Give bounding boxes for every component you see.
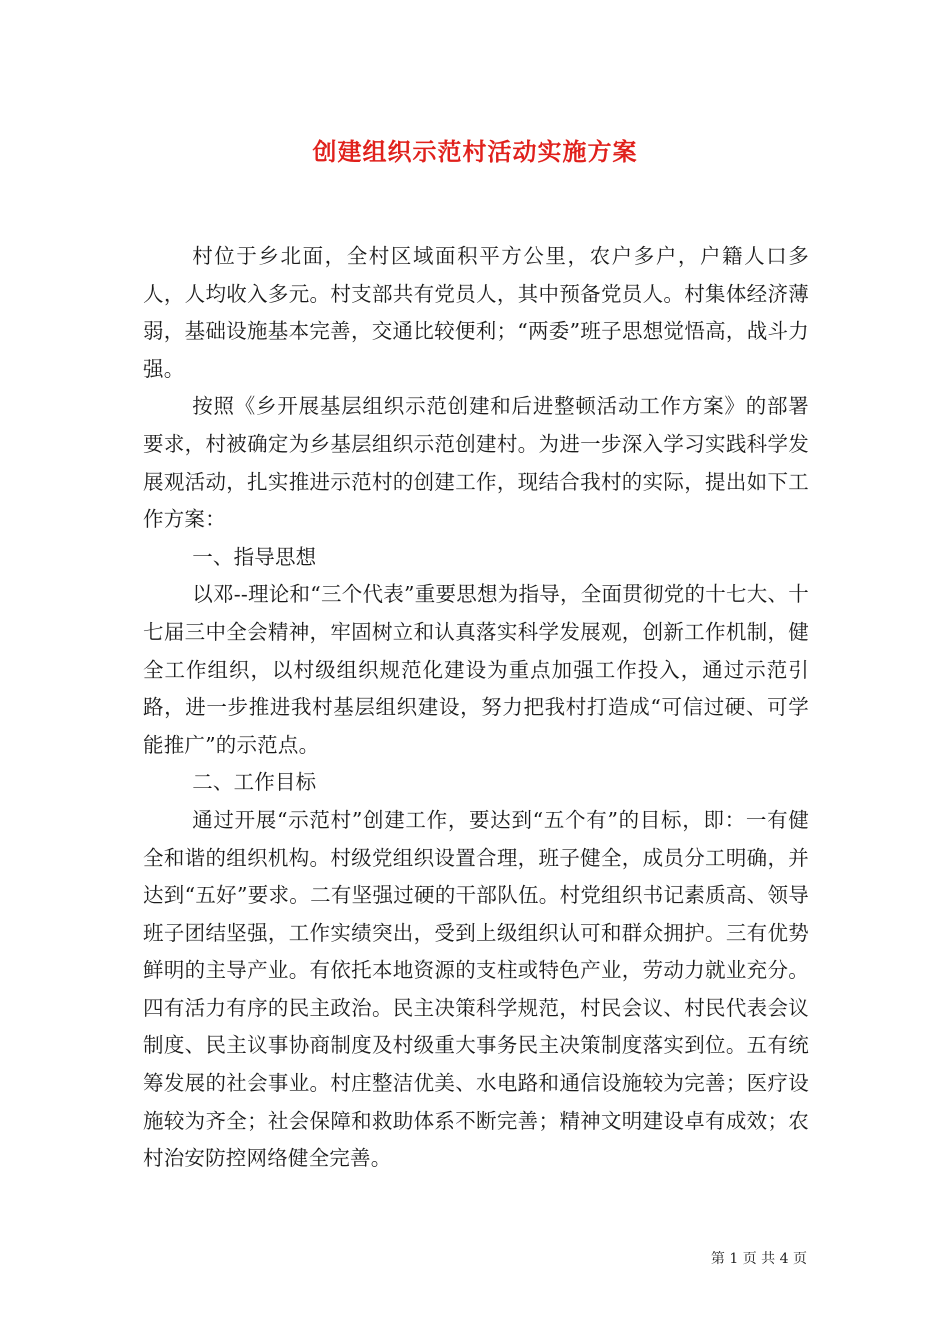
paragraph-guiding-thought: 以邓--理论和“三个代表”重要思想为指导，全面贯彻党的十七大、十七届三中全会精神，牢固树立和认真落实科学发展观，创新工作机制，健全工作组织，以村级组织规范化建设为重点加强工作投入，通过示范引路，进一步推进我村基层组织建设，努力把我村打造成“可信过硬、可学能推广”的示范点。 [143,582,809,757]
paragraph-background: 按照《乡开展基层组织示范创建和后进整顿活动工作方案》的部署要求，村被确定为乡基层组织示范创建村。为进一步深入学习实践科学发展观活动，扎实推进示范村的创建工作，现结合我村的实际，提出如下工作方案： [143,394,809,532]
paragraph-work-goals: 通过开展“示范村”创建工作，要达到“五个有”的目标，即：一有健全和谐的组织机构。村级党组织设置合理，班子健全，成员分工明确，并达到“五好”要求。二有坚强过硬的干部队伍。村党组织书记素质高、领导班子团结坚强，工作实绩突出，受到上级组织认可和群众拥护。三有优势鲜明的主导产业。有依托本地资源的支柱或特色产业，劳动力就业充分。四有活力有序的民主政治。民主决策科学规范，村民会议、村民代表会议制度、民主议事协商制度及村级重大事务民主决策制度落实到位。五有统筹发展的社会事业。村庄整洁优美、水电路和通信设施较为完善；医疗设施较为齐全；社会保障和救助体系不断完善；精神文明建设卓有成效；农村治安防控网络健全完善。 [143,807,809,1171]
document-title: 创建组织示范村活动实施方案 [312,137,638,166]
section-heading-work-goals: 二、工作目标 [192,770,317,795]
page-number: 第 1 页 共 4 页 [710,1251,807,1267]
paragraph-intro: 村位于乡北面，全村区域面积平方公里，农户多户，户籍人口多人，人均收入多元。村支部共有党员人，其中预备党员人。村集体经济薄弱，基础设施基本完善，交通比较便利；“两委”班子思想觉悟高，战斗力强。 [143,244,809,381]
section-heading-guiding-thought: 一、指导思想 [192,544,317,569]
document-body [143,238,809,1178]
